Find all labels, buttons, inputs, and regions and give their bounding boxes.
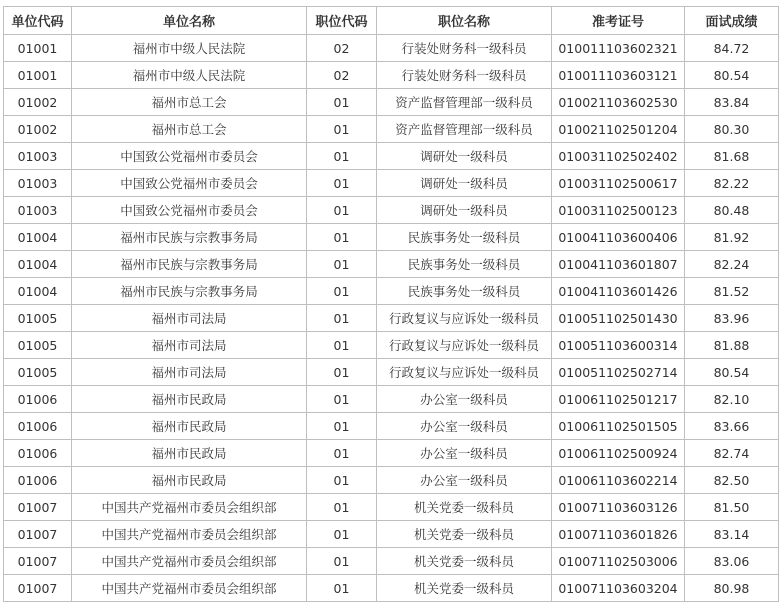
- header-unit-code: 单位代码: [4, 7, 72, 35]
- position-code-cell: 02: [307, 35, 377, 62]
- interview-score-cell: 83.96: [685, 305, 779, 332]
- position-code-cell: 01: [307, 521, 377, 548]
- unit-code-cell: 01006: [4, 440, 72, 467]
- position-name-cell: 办公室一级科员: [377, 440, 552, 467]
- admission-number-cell: 010061103602214: [552, 467, 685, 494]
- table-row: [4, 143, 779, 170]
- admission-number-cell: 010061102500924: [552, 440, 685, 467]
- unit-name-cell: 福州市中级人民法院: [72, 62, 307, 89]
- header-admission-number: 准考证号: [552, 7, 685, 35]
- interview-score-cell: 81.68: [685, 143, 779, 170]
- interview-score-cell: 82.50: [685, 467, 779, 494]
- table-body: [4, 35, 779, 602]
- interview-score-cell: 83.14: [685, 521, 779, 548]
- position-code-cell: 01: [307, 413, 377, 440]
- header-position-code: 职位代码: [307, 7, 377, 35]
- table-row: [4, 494, 779, 521]
- unit-name-cell: 福州市民族与宗教事务局: [72, 278, 307, 305]
- position-code-cell: 01: [307, 170, 377, 197]
- admission-number-cell: 010021103602530: [552, 89, 685, 116]
- interview-score-cell: 80.54: [685, 359, 779, 386]
- unit-name-cell: 福州市总工会: [72, 116, 307, 143]
- position-code-cell: 01: [307, 332, 377, 359]
- admission-number-cell: 010071102503006: [552, 548, 685, 575]
- interview-score-cell: 83.66: [685, 413, 779, 440]
- unit-code-cell: 01003: [4, 197, 72, 224]
- admission-number-cell: 010071103603204: [552, 575, 685, 602]
- unit-name-cell: 福州市民政局: [72, 440, 307, 467]
- unit-code-cell: 01007: [4, 521, 72, 548]
- unit-name-cell: 中国共产党福州市委员会组织部: [72, 575, 307, 602]
- unit-name-cell: 福州市总工会: [72, 89, 307, 116]
- interview-score-cell: 81.50: [685, 494, 779, 521]
- unit-code-cell: 01003: [4, 170, 72, 197]
- admission-number-cell: 010051103600314: [552, 332, 685, 359]
- position-name-cell: 民族事务处一级科员: [377, 251, 552, 278]
- interview-score-cell: 81.92: [685, 224, 779, 251]
- position-name-cell: 行政复议与应诉处一级科员: [377, 305, 552, 332]
- position-name-cell: 资产监督管理部一级科员: [377, 116, 552, 143]
- admission-number-cell: 010051102502714: [552, 359, 685, 386]
- table-row: [4, 224, 779, 251]
- table-row: [4, 359, 779, 386]
- unit-code-cell: 01003: [4, 143, 72, 170]
- unit-code-cell: 01005: [4, 332, 72, 359]
- score-table-container: [3, 6, 779, 602]
- position-code-cell: 01: [307, 386, 377, 413]
- position-code-cell: 01: [307, 494, 377, 521]
- interview-score-cell: 82.22: [685, 170, 779, 197]
- unit-name-cell: 中国共产党福州市委员会组织部: [72, 521, 307, 548]
- position-code-cell: 01: [307, 224, 377, 251]
- unit-name-cell: 中国共产党福州市委员会组织部: [72, 494, 307, 521]
- unit-code-cell: 01001: [4, 62, 72, 89]
- unit-code-cell: 01004: [4, 224, 72, 251]
- unit-name-cell: 福州市民族与宗教事务局: [72, 251, 307, 278]
- position-name-cell: 机关党委一级科员: [377, 548, 552, 575]
- position-name-cell: 资产监督管理部一级科员: [377, 89, 552, 116]
- unit-code-cell: 01004: [4, 278, 72, 305]
- position-code-cell: 01: [307, 467, 377, 494]
- position-name-cell: 民族事务处一级科员: [377, 278, 552, 305]
- unit-name-cell: 福州市民政局: [72, 467, 307, 494]
- table-row: [4, 386, 779, 413]
- table-row: [4, 575, 779, 602]
- unit-code-cell: 01007: [4, 575, 72, 602]
- admission-number-cell: 010051102501430: [552, 305, 685, 332]
- admission-number-cell: 010011103602321: [552, 35, 685, 62]
- unit-name-cell: 中国致公党福州市委员会: [72, 170, 307, 197]
- position-name-cell: 行政复议与应诉处一级科员: [377, 359, 552, 386]
- position-code-cell: 01: [307, 548, 377, 575]
- header-position-name: 职位名称: [377, 7, 552, 35]
- table-row: [4, 548, 779, 575]
- admission-number-cell: 010031102500123: [552, 197, 685, 224]
- table-row: [4, 116, 779, 143]
- interview-score-cell: 80.30: [685, 116, 779, 143]
- admission-number-cell: 010031102502402: [552, 143, 685, 170]
- position-name-cell: 行装处财务科一级科员: [377, 35, 552, 62]
- position-code-cell: 01: [307, 440, 377, 467]
- interview-score-cell: 80.98: [685, 575, 779, 602]
- unit-name-cell: 中国共产党福州市委员会组织部: [72, 548, 307, 575]
- interview-score-cell: 82.10: [685, 386, 779, 413]
- admission-number-cell: 010061102501217: [552, 386, 685, 413]
- unit-name-cell: 福州市司法局: [72, 359, 307, 386]
- table-row: [4, 197, 779, 224]
- admission-number-cell: 010041103601426: [552, 278, 685, 305]
- position-name-cell: 调研处一级科员: [377, 143, 552, 170]
- table-row: [4, 467, 779, 494]
- position-code-cell: 01: [307, 143, 377, 170]
- admission-number-cell: 010061102501505: [552, 413, 685, 440]
- position-code-cell: 01: [307, 575, 377, 602]
- interview-score-cell: 82.74: [685, 440, 779, 467]
- interview-score-cell: 83.06: [685, 548, 779, 575]
- table-row: [4, 305, 779, 332]
- admission-number-cell: 010011103603121: [552, 62, 685, 89]
- unit-code-cell: 01006: [4, 413, 72, 440]
- unit-code-cell: 01005: [4, 359, 72, 386]
- table-row: [4, 35, 779, 62]
- interview-score-cell: 81.52: [685, 278, 779, 305]
- interview-score-table: [3, 6, 779, 602]
- admission-number-cell: 010071103601826: [552, 521, 685, 548]
- unit-name-cell: 福州市中级人民法院: [72, 35, 307, 62]
- unit-code-cell: 01002: [4, 116, 72, 143]
- unit-name-cell: 中国致公党福州市委员会: [72, 143, 307, 170]
- table-row: [4, 170, 779, 197]
- position-code-cell: 01: [307, 251, 377, 278]
- position-code-cell: 02: [307, 62, 377, 89]
- unit-code-cell: 01001: [4, 35, 72, 62]
- position-code-cell: 01: [307, 359, 377, 386]
- table-row: [4, 251, 779, 278]
- unit-code-cell: 01007: [4, 494, 72, 521]
- position-name-cell: 行装处财务科一级科员: [377, 62, 552, 89]
- unit-code-cell: 01002: [4, 89, 72, 116]
- position-code-cell: 01: [307, 197, 377, 224]
- admission-number-cell: 010021102501204: [552, 116, 685, 143]
- interview-score-cell: 80.48: [685, 197, 779, 224]
- unit-code-cell: 01007: [4, 548, 72, 575]
- header-unit-name: 单位名称: [72, 7, 307, 35]
- position-name-cell: 办公室一级科员: [377, 467, 552, 494]
- table-row: [4, 332, 779, 359]
- unit-code-cell: 01005: [4, 305, 72, 332]
- position-code-cell: 01: [307, 89, 377, 116]
- interview-score-cell: 84.72: [685, 35, 779, 62]
- unit-name-cell: 中国致公党福州市委员会: [72, 197, 307, 224]
- position-name-cell: 调研处一级科员: [377, 170, 552, 197]
- position-code-cell: 01: [307, 116, 377, 143]
- table-row: [4, 440, 779, 467]
- position-name-cell: 机关党委一级科员: [377, 575, 552, 602]
- table-row: [4, 521, 779, 548]
- table-row: [4, 278, 779, 305]
- unit-name-cell: 福州市民政局: [72, 386, 307, 413]
- header-interview-score: 面试成绩: [685, 7, 779, 35]
- unit-code-cell: 01006: [4, 386, 72, 413]
- unit-name-cell: 福州市司法局: [72, 332, 307, 359]
- interview-score-cell: 83.84: [685, 89, 779, 116]
- interview-score-cell: 82.24: [685, 251, 779, 278]
- unit-code-cell: 01006: [4, 467, 72, 494]
- interview-score-cell: 81.88: [685, 332, 779, 359]
- position-name-cell: 办公室一级科员: [377, 386, 552, 413]
- admission-number-cell: 010041103601807: [552, 251, 685, 278]
- table-header-row: [4, 7, 779, 35]
- admission-number-cell: 010071103603126: [552, 494, 685, 521]
- position-code-cell: 01: [307, 278, 377, 305]
- unit-code-cell: 01004: [4, 251, 72, 278]
- unit-name-cell: 福州市民族与宗教事务局: [72, 224, 307, 251]
- position-name-cell: 行政复议与应诉处一级科员: [377, 332, 552, 359]
- position-name-cell: 民族事务处一级科员: [377, 224, 552, 251]
- position-name-cell: 机关党委一级科员: [377, 521, 552, 548]
- table-row: [4, 62, 779, 89]
- position-code-cell: 01: [307, 305, 377, 332]
- admission-number-cell: 010031102500617: [552, 170, 685, 197]
- table-row: [4, 89, 779, 116]
- admission-number-cell: 010041103600406: [552, 224, 685, 251]
- position-name-cell: 办公室一级科员: [377, 413, 552, 440]
- position-name-cell: 调研处一级科员: [377, 197, 552, 224]
- interview-score-cell: 80.54: [685, 62, 779, 89]
- unit-name-cell: 福州市民政局: [72, 413, 307, 440]
- position-name-cell: 机关党委一级科员: [377, 494, 552, 521]
- unit-name-cell: 福州市司法局: [72, 305, 307, 332]
- table-row: [4, 413, 779, 440]
